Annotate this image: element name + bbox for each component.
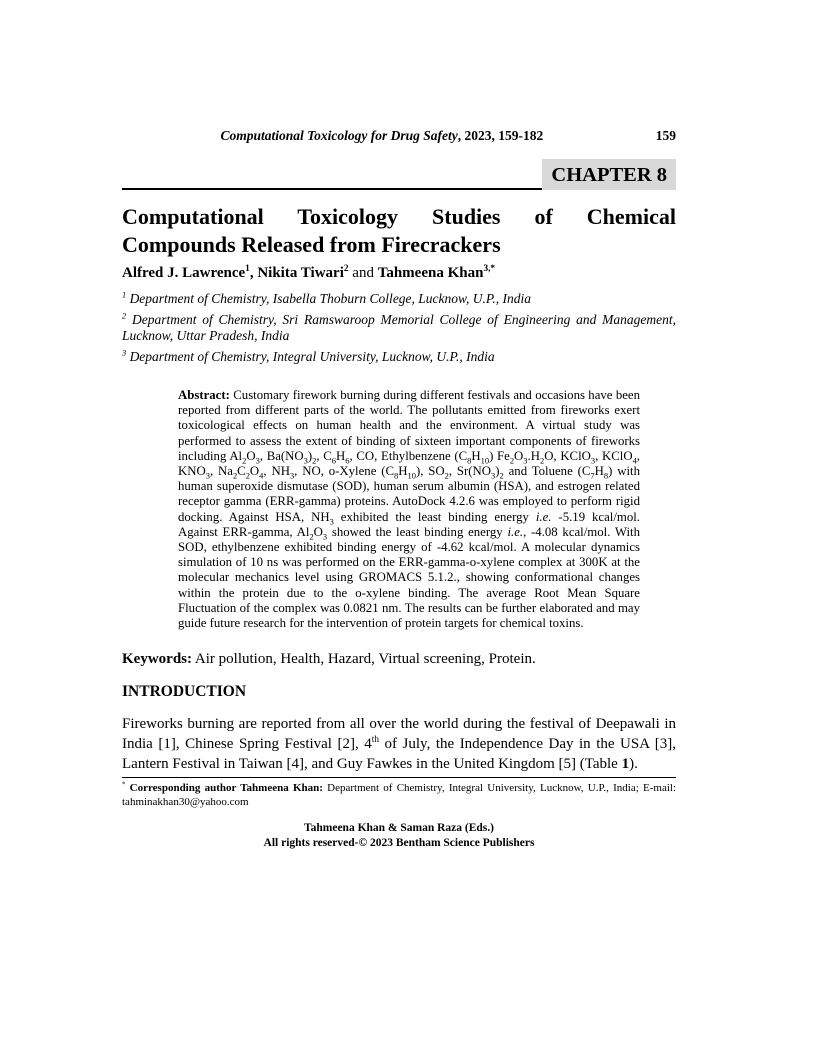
editors-line: Tahmeena Khan & Saman Raza (Eds.): [304, 822, 494, 835]
book-footer: [122, 821, 676, 850]
affiliation-2: $^2$ Department of Chemistry, Sri Ramswaroop Memorial College of Engineering and Management, Lucknow, Uttar Pradesh, India: [122, 311, 676, 343]
page-content: [122, 128, 676, 850]
running-header: [122, 128, 676, 144]
copyright-line: All rights reserved-© 2023 Bentham Science Publishers: [263, 836, 535, 849]
affiliation-1: $^1$ Department of Chemistry, Isabella Thoburn College, Lucknow, U.P., India: [122, 290, 532, 306]
corresponding-author-footnote: * Corresponding author Tahmeena Khan: Department of Chemistry, Integral University, Lucknow, U.P., India; E-mail: tahminakhan30@yahoo.com: [122, 777, 676, 809]
affiliation-3: $^3$ Department of Chemistry, Integral University, Lucknow, U.P., India: [122, 348, 495, 364]
chapter-banner: [122, 152, 676, 190]
page-number: 159: [655, 128, 676, 143]
affiliations: [122, 291, 676, 365]
running-title: Computational Toxicology for Drug Safety, 2023, 159-182: [220, 128, 544, 143]
keywords-line: Keywords: Air pollution, Health, Hazard, Virtual screening, Protein.: [122, 651, 536, 668]
introduction-paragraph: Fireworks burning are reported from all over the world during the festival of Deepawali in India [1], Chinese Spring Festival [2], 4th of July, the Independence Day in the USA [3], Lantern Festival in Taiwan [4], and Guy Fawkes in the United Kingdom [5] (Table 1).: [122, 716, 676, 773]
authors-line: Alfred J. Lawrence$^1$, Nikita Tiwari$^2$ and Tahmeena Khan$^{3,*}$: [122, 264, 496, 281]
chapter-label: CHAPTER 8: [542, 159, 676, 191]
chapter-title: Computational Toxicology Studies of Chemical Compounds Released from Firecrackers: [122, 204, 676, 257]
abstract: Abstract: Customary firework burning during different festivals and occasions have been reported from different parts of the world. The pollutants emitted from fireworks exert toxicological effects on human health and the environment. A virtual study was performed to assess the extent of binding of sixteen important components of fireworks including $Al_2O_3$, $Ba(NO_3)_2$, $C_6H_6$, CO, Ethylbenzene $(C_8H_{10})$ $Fe_2O_3.H_2O$, KClO$_3$, KClO$_4$, $KNO_3$, $Na_2C_2O_4$, $NH_3$, NO, o-Xylene $(C_8H_{10})$, $SO_2$, $Sr(NO_3)_2$ and Toluene $(C_7H_8)$ with human superoxide dismutase (SOD), human serum albumin (HSA), and estrogen related receptor gamma (ERR-gamma) proteins. AutoDock 4.2.6 was employed to perform rigid docking. Against HSA, $NH_3$ exhibited the least binding energy i.e. -5.19 kcal/mol. Against ERR-gamma, $Al_2O_3$ showed the least binding energy i.e., -4.08 kcal/mol. With SOD, ethylbenzene exhibited binding energy of -4.62 kcal/mol. A molecular dynamics simulation of 10 ns was performed on the ERR-gamma-o-xylene complex at 300K at the molecular mechanics level using GROMACS 5.1.2., showing conformational changes within the protein due to the o-xylene binding. The average Root Mean Square Fluctuation of the complex was 0.0821 nm. The results can be further elaborated and may guide future research for the intervention of protein targets for chemical toxins.: [178, 388, 641, 631]
section-heading-introduction: INTRODUCTION: [122, 683, 247, 701]
